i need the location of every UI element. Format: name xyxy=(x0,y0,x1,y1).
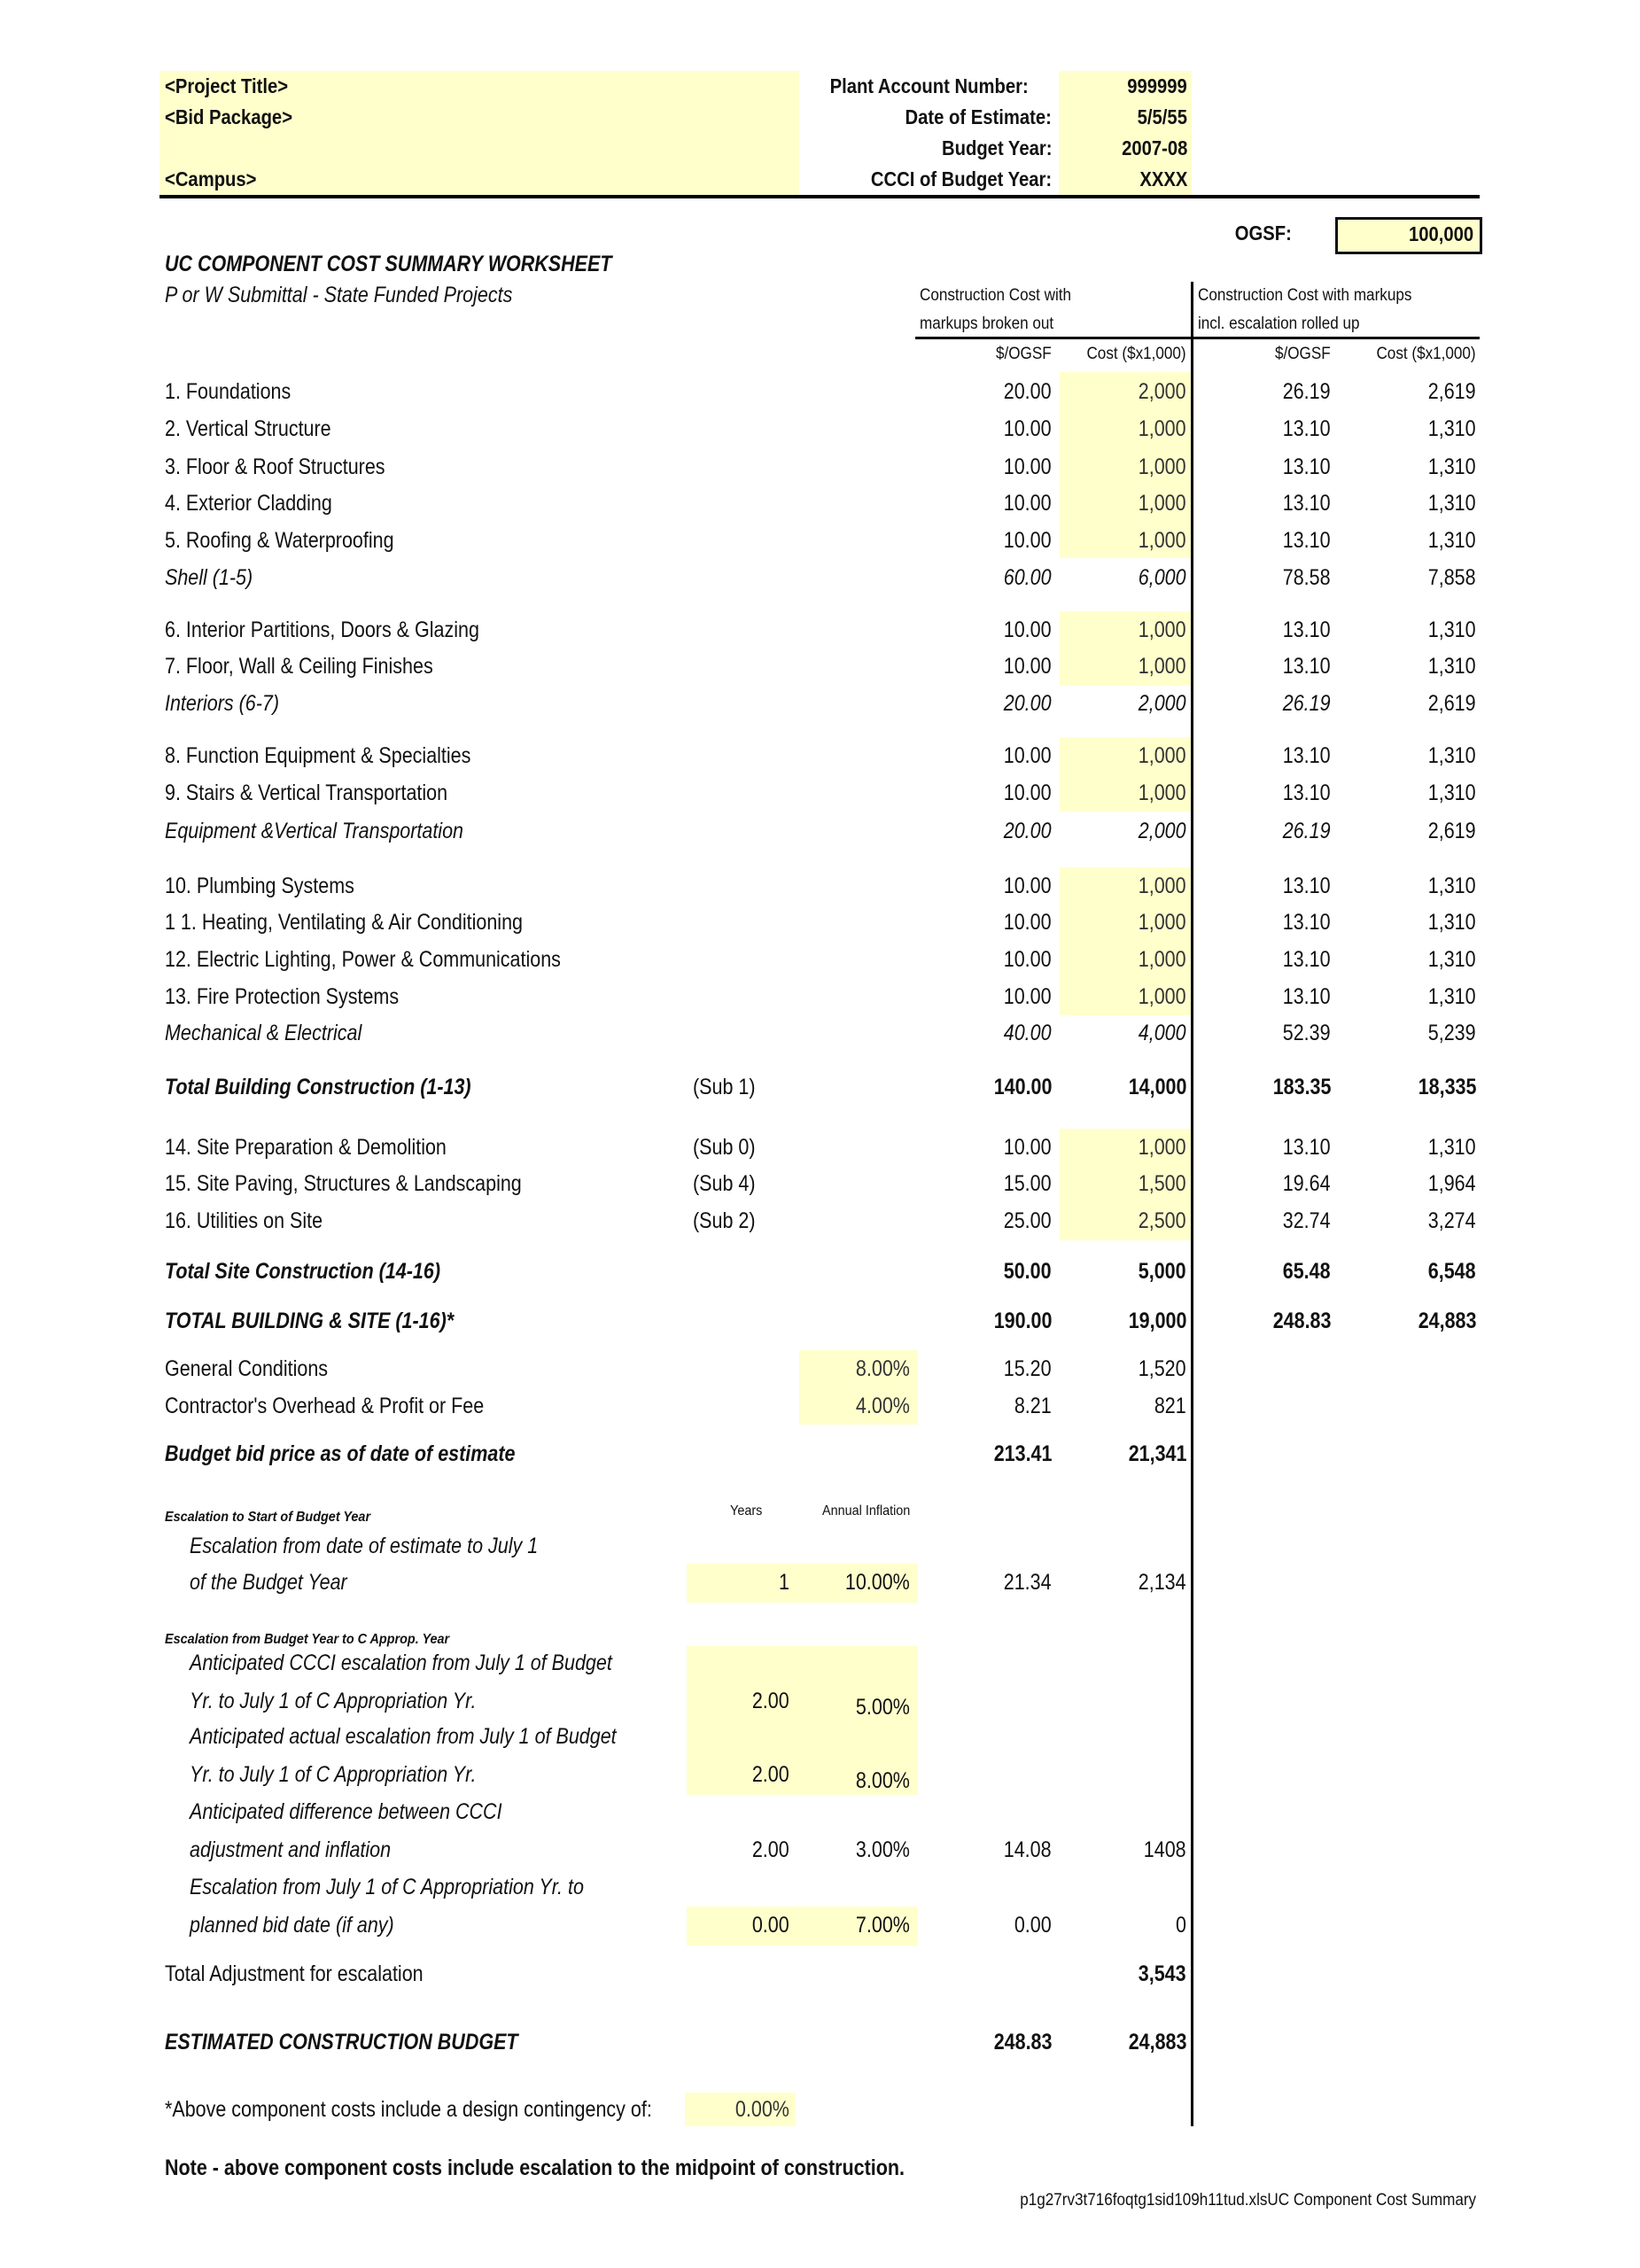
subtotal-label: Interiors (6-7) xyxy=(165,691,280,716)
escalation-row2-pct-input[interactable]: 5.00% xyxy=(856,1695,910,1720)
budget-bid-per-ogsf: 213.41 xyxy=(993,1441,1052,1466)
date-estimate-label: Date of Estimate: xyxy=(905,105,1052,128)
escalation-row3-pct-input[interactable]: 8.00% xyxy=(856,1768,910,1793)
row-label: 13. Fire Protection Systems xyxy=(165,984,400,1009)
row-sub: (Sub 4) xyxy=(693,1171,756,1196)
row-cost-input[interactable]: 1,000 xyxy=(1139,1135,1186,1160)
row-per-ogsf-rolled: 13.10 xyxy=(1283,491,1331,516)
escalation-row4-pct: 3.00% xyxy=(856,1837,910,1862)
overhead-profit-per-ogsf: 8.21 xyxy=(1014,1394,1052,1418)
row-per-ogsf-rolled: 13.10 xyxy=(1283,743,1331,768)
escalation-row5-cost: 0 xyxy=(1176,1913,1186,1938)
project-title-field[interactable]: <Project Title> xyxy=(165,74,289,97)
budget-year-label: Budget Year: xyxy=(941,136,1052,159)
row-cost-input[interactable]: 1,000 xyxy=(1139,416,1186,441)
worksheet-subtitle: P or W Submittal - State Funded Projects xyxy=(165,283,513,307)
escalation-row3-line1: Anticipated actual escalation from July 1 of Budget xyxy=(190,1724,617,1749)
row-per-ogsf: 10.00 xyxy=(1004,491,1052,516)
row-cost-input[interactable]: 1,000 xyxy=(1139,874,1186,898)
row-cost-rolled: 1,310 xyxy=(1428,947,1476,972)
row-per-ogsf-rolled: 13.10 xyxy=(1283,874,1331,898)
col-header-ogsf-left: $/OGSF xyxy=(996,345,1052,363)
row-label: 8. Function Equipment & Specialties xyxy=(165,743,471,768)
row-cost-input[interactable]: 1,000 xyxy=(1139,984,1186,1009)
row-label: 6. Interior Partitions, Doors & Glazing xyxy=(165,617,479,642)
escalation-row1-line2: of the Budget Year xyxy=(190,1570,347,1595)
row-label: 12. Electric Lighting, Power & Communications xyxy=(165,947,561,972)
row-cost-input[interactable]: 1,000 xyxy=(1139,743,1186,768)
general-conditions-label: General Conditions xyxy=(165,1356,329,1381)
row-per-ogsf: 15.00 xyxy=(1004,1171,1052,1196)
escalation-row4-line1: Anticipated difference between CCCI xyxy=(190,1799,502,1824)
subtotal-per-ogsf: 40.00 xyxy=(1004,1021,1052,1045)
row-per-ogsf-rolled: 26.19 xyxy=(1283,379,1331,404)
escalation-section1-title: Escalation to Start of Budget Year xyxy=(165,1510,371,1525)
row-label: 9. Stairs & Vertical Transportation xyxy=(165,781,448,805)
subtotal-per-ogsf: 60.00 xyxy=(1004,565,1052,590)
total-building-per-ogsf: 140.00 xyxy=(993,1075,1052,1099)
row-per-ogsf-rolled: 32.74 xyxy=(1283,1208,1331,1233)
row-label: 3. Floor & Roof Structures xyxy=(165,454,385,479)
budget-bid-cost: 21,341 xyxy=(1128,1441,1186,1466)
row-cost-input[interactable]: 1,000 xyxy=(1139,454,1186,479)
total-escalation-value: 3,543 xyxy=(1139,1961,1186,1986)
subtotal-per-ogsf: 20.00 xyxy=(1004,691,1052,716)
row-cost-input[interactable]: 1,000 xyxy=(1139,528,1186,553)
row-per-ogsf: 10.00 xyxy=(1004,454,1052,479)
ogsf-label: OGSF: xyxy=(1234,221,1292,245)
overhead-profit-cost: 821 xyxy=(1154,1394,1186,1418)
campus-field[interactable]: <Campus> xyxy=(165,167,257,190)
col-header-cost-right: Cost ($x1,000) xyxy=(1376,345,1476,363)
contingency-input[interactable]: 0.00% xyxy=(735,2097,789,2122)
escalation-row5-pct-input[interactable]: 7.00% xyxy=(856,1913,910,1938)
row-per-ogsf: 10.00 xyxy=(1004,984,1052,1009)
row-cost-input[interactable]: 1,000 xyxy=(1139,491,1186,516)
row-cost-input[interactable]: 2,000 xyxy=(1139,379,1186,404)
row-label: 10. Plumbing Systems xyxy=(165,874,354,898)
bid-package-field[interactable]: <Bid Package> xyxy=(165,105,293,128)
left-group-header-2: markups broken out xyxy=(920,315,1054,333)
row-cost-rolled: 1,310 xyxy=(1428,654,1476,679)
total-site-per-ogsf-rolled: 65.48 xyxy=(1283,1259,1331,1284)
row-cost-input[interactable]: 1,000 xyxy=(1139,654,1186,679)
row-cost-input[interactable]: 1,000 xyxy=(1139,617,1186,642)
total-site-per-ogsf: 50.00 xyxy=(1004,1259,1052,1284)
row-cost-input[interactable]: 2,500 xyxy=(1139,1208,1186,1233)
escalation-row3-line2: Yr. to July 1 of C Appropriation Yr. xyxy=(190,1762,477,1787)
total-building-site-per-ogsf-rolled: 248.83 xyxy=(1272,1309,1331,1333)
row-per-ogsf: 10.00 xyxy=(1004,781,1052,805)
total-site-cost: 5,000 xyxy=(1139,1259,1186,1284)
total-building-cost-rolled: 18,335 xyxy=(1418,1075,1476,1099)
total-site-cost-rolled: 6,548 xyxy=(1428,1259,1476,1284)
budget-year-value[interactable]: 2007-08 xyxy=(1121,136,1187,159)
row-per-ogsf-rolled: 13.10 xyxy=(1283,947,1331,972)
footer-filename: p1g27rv3t716foqtg1sid109h11tud.xlsUC Component Cost Summary xyxy=(1020,2191,1476,2210)
row-per-ogsf: 10.00 xyxy=(1004,617,1052,642)
escalation-row1-cost: 2,134 xyxy=(1139,1570,1186,1595)
escalation-row4-line2: adjustment and inflation xyxy=(190,1837,392,1862)
total-building-site-cost-rolled: 24,883 xyxy=(1418,1309,1476,1333)
row-per-ogsf-rolled: 13.10 xyxy=(1283,910,1331,935)
estimated-budget-cost: 24,883 xyxy=(1128,2030,1186,2054)
overhead-profit-label: Contractor's Overhead & Profit or Fee xyxy=(165,1394,485,1418)
subtotal-per-ogsf: 20.00 xyxy=(1004,819,1052,843)
subtotal-cost: 6,000 xyxy=(1139,565,1186,590)
row-cost-rolled: 3,274 xyxy=(1428,1208,1476,1233)
subtotal-cost-rolled: 2,619 xyxy=(1428,819,1476,843)
row-cost-rolled: 1,310 xyxy=(1428,910,1476,935)
row-per-ogsf: 20.00 xyxy=(1004,379,1052,404)
escalation-row4-years: 2.00 xyxy=(752,1837,789,1862)
total-building-label: Total Building Construction (1-13) xyxy=(165,1075,471,1099)
years-column-header: Years xyxy=(729,1503,762,1518)
row-per-ogsf-rolled: 13.10 xyxy=(1283,654,1331,679)
row-label: 4. Exterior Cladding xyxy=(165,491,332,516)
subtotal-label: Mechanical & Electrical xyxy=(165,1021,362,1045)
row-per-ogsf-rolled: 13.10 xyxy=(1283,617,1331,642)
date-estimate-value[interactable]: 5/5/55 xyxy=(1137,105,1187,128)
col-header-ogsf-right: $/OGSF xyxy=(1275,345,1331,363)
row-cost-rolled: 2,619 xyxy=(1428,379,1476,404)
row-cost-input[interactable]: 1,500 xyxy=(1139,1171,1186,1196)
row-cost-input[interactable]: 1,000 xyxy=(1139,910,1186,935)
row-label: 16. Utilities on Site xyxy=(165,1208,323,1233)
row-per-ogsf: 10.00 xyxy=(1004,528,1052,553)
total-building-site-per-ogsf: 190.00 xyxy=(993,1309,1052,1333)
overhead-profit-pct-input[interactable]: 4.00% xyxy=(856,1394,910,1418)
subtotal-per-ogsf-rolled: 78.58 xyxy=(1283,565,1331,590)
row-cost-rolled: 1,310 xyxy=(1428,416,1476,441)
row-label: 5. Roofing & Waterproofing xyxy=(165,528,394,553)
row-cost-rolled: 1,964 xyxy=(1428,1171,1476,1196)
plant-account-value[interactable]: 999999 xyxy=(1127,74,1187,97)
escalation-row5-line1: Escalation from July 1 of C Appropriation Yr. to xyxy=(190,1875,584,1899)
row-label: 2. Vertical Structure xyxy=(165,416,331,441)
row-per-ogsf-rolled: 13.10 xyxy=(1283,416,1331,441)
row-cost-rolled: 1,310 xyxy=(1428,874,1476,898)
row-cost-input[interactable]: 1,000 xyxy=(1139,781,1186,805)
row-cost-rolled: 1,310 xyxy=(1428,454,1476,479)
subtotal-cost: 2,000 xyxy=(1139,691,1186,716)
inflation-column-header: Annual Inflation xyxy=(821,1503,910,1518)
row-cost-rolled: 1,310 xyxy=(1428,781,1476,805)
row-per-ogsf-rolled: 13.10 xyxy=(1283,1135,1331,1160)
escalation-section2-title: Escalation from Budget Year to C Approp. Year xyxy=(165,1632,450,1647)
escalation-row1-years-input[interactable]: 1 xyxy=(779,1570,789,1595)
row-per-ogsf-rolled: 13.10 xyxy=(1283,454,1331,479)
row-label: 14. Site Preparation & Demolition xyxy=(165,1135,447,1160)
row-label: 7. Floor, Wall & Ceiling Finishes xyxy=(165,654,433,679)
subtotal-per-ogsf-rolled: 26.19 xyxy=(1283,819,1331,843)
right-group-header-2: incl. escalation rolled up xyxy=(1198,315,1360,333)
subtotal-per-ogsf-rolled: 52.39 xyxy=(1283,1021,1331,1045)
row-label: 1 1. Heating, Ventilating & Air Conditioning xyxy=(165,910,523,935)
ogsf-value: 100,000 xyxy=(1408,222,1473,245)
left-group-header-1: Construction Cost with xyxy=(920,286,1072,305)
row-per-ogsf: 10.00 xyxy=(1004,947,1052,972)
column-divider xyxy=(1191,282,1193,2126)
subtotal-label: Equipment &Vertical Transportation xyxy=(165,819,463,843)
escalation-row1-per-ogsf: 21.34 xyxy=(1004,1570,1052,1595)
header-rule xyxy=(159,195,1480,198)
column-header-rule xyxy=(915,337,1480,339)
row-per-ogsf: 10.00 xyxy=(1004,1135,1052,1160)
row-label: 15. Site Paving, Structures & Landscaping xyxy=(165,1171,522,1196)
right-group-header-1: Construction Cost with markups xyxy=(1198,286,1412,305)
subtotal-cost-rolled: 5,239 xyxy=(1428,1021,1476,1045)
general-conditions-per-ogsf: 15.20 xyxy=(1004,1356,1052,1381)
escalation-row5-per-ogsf: 0.00 xyxy=(1014,1913,1052,1938)
escalation-row5-line2: planned bid date (if any) xyxy=(190,1913,394,1938)
row-per-ogsf-rolled: 19.64 xyxy=(1283,1171,1331,1196)
escalation-row1-line1: Escalation from date of estimate to July 1 xyxy=(190,1534,539,1558)
escalation-row1-pct-input[interactable]: 10.00% xyxy=(845,1570,910,1595)
row-sub: (Sub 2) xyxy=(693,1208,756,1233)
escalation-note: Note - above component costs include escalation to the midpoint of construction. xyxy=(165,2155,905,2180)
row-cost-rolled: 1,310 xyxy=(1428,984,1476,1009)
budget-bid-label: Budget bid price as of date of estimate xyxy=(165,1441,516,1466)
escalation-row4-per-ogsf: 14.08 xyxy=(1004,1837,1052,1862)
escalation-row5-years-input[interactable]: 0.00 xyxy=(752,1913,789,1938)
contingency-label: *Above component costs include a design contingency of: xyxy=(165,2097,652,2122)
worksheet-title: UC COMPONENT COST SUMMARY WORKSHEET xyxy=(165,252,612,276)
row-cost-rolled: 1,310 xyxy=(1428,617,1476,642)
total-site-label: Total Site Construction (14-16) xyxy=(165,1259,440,1284)
row-per-ogsf: 10.00 xyxy=(1004,874,1052,898)
subtotal-cost: 2,000 xyxy=(1139,819,1186,843)
total-building-sub: (Sub 1) xyxy=(693,1075,756,1099)
subtotal-cost: 4,000 xyxy=(1139,1021,1186,1045)
col-header-cost-left: Cost ($x1,000) xyxy=(1086,345,1186,363)
subtotal-per-ogsf-rolled: 26.19 xyxy=(1283,691,1331,716)
row-cost-input[interactable]: 1,000 xyxy=(1139,947,1186,972)
row-cost-rolled: 1,310 xyxy=(1428,743,1476,768)
plant-account-label: Plant Account Number: xyxy=(829,74,1029,97)
subtotal-label: Shell (1-5) xyxy=(165,565,253,590)
escalation-row3-years-input[interactable]: 2.00 xyxy=(752,1762,789,1787)
row-cost-rolled: 1,310 xyxy=(1428,1135,1476,1160)
row-per-ogsf-rolled: 13.10 xyxy=(1283,528,1331,553)
total-building-site-cost: 19,000 xyxy=(1128,1309,1186,1333)
row-per-ogsf: 10.00 xyxy=(1004,743,1052,768)
row-per-ogsf: 10.00 xyxy=(1004,910,1052,935)
total-building-per-ogsf-rolled: 183.35 xyxy=(1272,1075,1331,1099)
total-building-site-label: TOTAL BUILDING & SITE (1-16)* xyxy=(165,1309,455,1333)
row-cost-rolled: 1,310 xyxy=(1428,491,1476,516)
total-escalation-label: Total Adjustment for escalation xyxy=(165,1961,424,1986)
row-per-ogsf: 10.00 xyxy=(1004,654,1052,679)
row-per-ogsf-rolled: 13.10 xyxy=(1283,984,1331,1009)
ccci-value[interactable]: XXXX xyxy=(1139,167,1187,190)
escalation-row4-cost: 1408 xyxy=(1144,1837,1186,1862)
escalation-row2-line2: Yr. to July 1 of C Appropriation Yr. xyxy=(190,1689,477,1713)
row-sub: (Sub 0) xyxy=(693,1135,756,1160)
row-label: 1. Foundations xyxy=(165,379,291,404)
row-per-ogsf: 25.00 xyxy=(1004,1208,1052,1233)
row-cost-rolled: 1,310 xyxy=(1428,528,1476,553)
subtotal-cost-rolled: 2,619 xyxy=(1428,691,1476,716)
escalation-row2-line1: Anticipated CCCI escalation from July 1 of Budget xyxy=(190,1651,612,1675)
total-building-cost: 14,000 xyxy=(1128,1075,1186,1099)
estimated-budget-per-ogsf: 248.83 xyxy=(993,2030,1052,2054)
ccci-label: CCCI of Budget Year: xyxy=(870,167,1052,190)
escalation-row2-years-input[interactable]: 2.00 xyxy=(752,1689,789,1713)
row-per-ogsf: 10.00 xyxy=(1004,416,1052,441)
estimated-budget-label: ESTIMATED CONSTRUCTION BUDGET xyxy=(165,2030,518,2054)
row-per-ogsf-rolled: 13.10 xyxy=(1283,781,1331,805)
general-conditions-cost: 1,520 xyxy=(1139,1356,1186,1381)
subtotal-cost-rolled: 7,858 xyxy=(1428,565,1476,590)
general-conditions-pct-input[interactable]: 8.00% xyxy=(856,1356,910,1381)
